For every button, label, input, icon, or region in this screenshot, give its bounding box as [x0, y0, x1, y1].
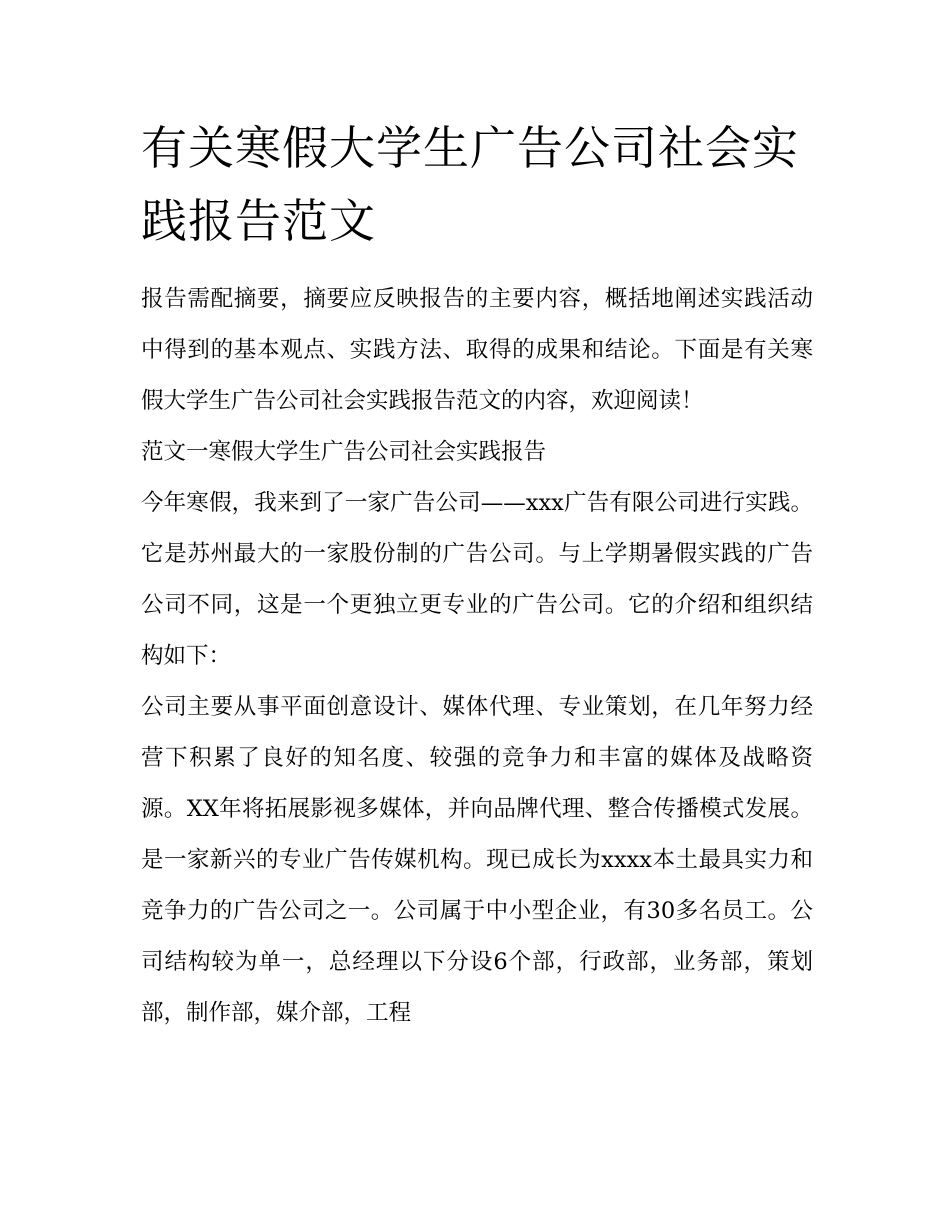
- section-heading: 范文一寒假大学生广告公司社会实践报告: [141, 439, 547, 465]
- body-paragraph: 公司主要从事平面创意设计、媒体代理、专业策划，在几年努力经营下积累了良好的知名度、较强的竞争力和丰富的媒体及战略资源。XX年将拓展影视多媒体，并向品牌代理、整合传播模式发展。是一家新兴的专业广告传媒机构。现已成长为xxxx本土最具实力和竞争力的广告公司之一。公司属于中小型企业，有30多名员工。公司结构较为单一，总经理以下分设6个部，行政部，业务部，策划部，制作部，媒介部，工程: [141, 694, 813, 1026]
- document-title: 有关寒假大学生广告公司社会实践报告范文: [141, 121, 799, 248]
- body-paragraph: 今年寒假，我来到了一家广告公司——xxx广告有限公司进行实践。它是苏州最大的一家股份制的广告公司。与上学期暑假实践的广告公司不同，这是一个更独立更专业的广告公司。它的介绍和组织结构如下：: [141, 490, 813, 669]
- document-body: [141, 274, 813, 1039]
- document-content: [141, 112, 813, 1039]
- intro-paragraph: 报告需配摘要，摘要应反映报告的主要内容，概括地阐述实践活动中得到的基本观点、实践方法、取得的成果和结论。下面是有关寒假大学生广告公司社会实践报告范文的内容，欢迎阅读！: [141, 286, 813, 414]
